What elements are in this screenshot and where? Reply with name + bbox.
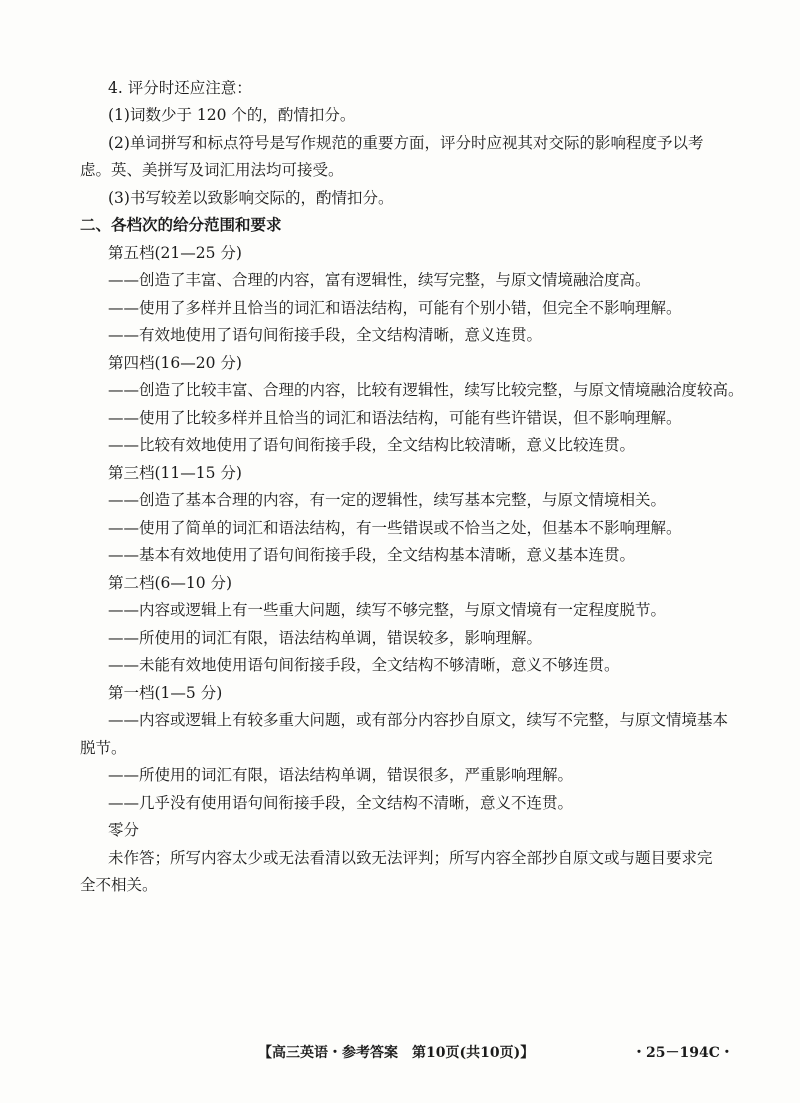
- level-0-title: 零分: [108, 821, 140, 839]
- level-4-criterion-3: ——比较有效地使用了语句间衔接手段，全文结构比较清晰，意义比较连贯。: [108, 436, 636, 454]
- level-5-criterion-3: ——有效地使用了语句间衔接手段，全文结构清晰，意义连贯。: [108, 326, 543, 344]
- level-4-criterion-2: ——使用了比较多样并且恰当的词汇和语法结构，可能有些许错误，但不影响理解。: [108, 409, 682, 427]
- notes-item-2-line-2: 虑。英、美拼写及词汇用法均可接受。: [80, 161, 344, 179]
- level-1-criterion-2: ——所使用的词汇有限，语法结构单调，错误很多，严重影响理解。: [108, 766, 574, 784]
- level-3-criterion-1: ——创造了基本合理的内容，有一定的逻辑性，续写基本完整，与原文情境相关。: [108, 491, 667, 509]
- level-2-criterion-1: ——内容或逻辑上有一些重大问题，续写不够完整，与原文情境有一定程度脱节。: [108, 601, 667, 619]
- level-1-criterion-1-line-2: 脱节。: [80, 739, 127, 757]
- level-1-criterion-3: ——几乎没有使用语句间衔接手段，全文结构不清晰，意义不连贯。: [108, 794, 574, 812]
- level-1-criterion-1-line-1: ——内容或逻辑上有较多重大问题，或有部分内容抄自原文，续写不完整，与原文情境基本: [108, 711, 729, 729]
- level-3-title: 第三档(11—15 分): [108, 464, 242, 482]
- level-5-criterion-2: ——使用了多样并且恰当的词汇和语法结构，可能有个别小错，但完全不影响理解。: [108, 299, 682, 317]
- level-3-criterion-2: ——使用了简单的词汇和语法结构，有一些错误或不恰当之处，但基本不影响理解。: [108, 519, 682, 537]
- level-4-criterion-1: ——创造了比较丰富、合理的内容，比较有逻辑性，续写比较完整，与原文情境融洽度较高。: [108, 381, 744, 399]
- page-footer-code: ・25－194C・: [632, 1045, 734, 1061]
- level-2-criterion-2: ——所使用的词汇有限，语法结构单调，错误较多，影响理解。: [108, 629, 543, 647]
- notes-item-2-line-1: (2)单词拼写和标点符号是写作规范的重要方面，评分时应视其对交际的影响程度予以考: [108, 134, 704, 152]
- level-5-title: 第五档(21—25 分): [108, 244, 242, 262]
- level-4-title: 第四档(16—20 分): [108, 354, 242, 372]
- page-footer-title: 【高三英语・参考答案 第10页(共10页)】: [258, 1045, 535, 1061]
- level-2-title: 第二档(6—10 分): [108, 574, 233, 592]
- level-5-criterion-1: ——创造了丰富、合理的内容，富有逻辑性，续写完整，与原文情境融洽度高。: [108, 271, 651, 289]
- level-1-title: 第一档(1—5 分): [108, 684, 223, 702]
- level-0-description-line-1: 未作答；所写内容太少或无法看清以致无法评判；所写内容全部抄自原文或与题目要求完: [108, 849, 713, 867]
- notes-item-1: (1)词数少于 120 个的，酌情扣分。: [108, 106, 356, 124]
- section-title: 二、各档次的给分范围和要求: [80, 215, 282, 234]
- notes-item-3: (3)书写较差以致影响交际的，酌情扣分。: [108, 189, 394, 207]
- notes-heading: 4. 评分时还应注意：: [108, 79, 252, 97]
- level-0-description-line-2: 全不相关。: [80, 876, 158, 894]
- level-3-criterion-3: ——基本有效地使用了语句间衔接手段，全文结构基本清晰，意义基本连贯。: [108, 546, 636, 564]
- level-2-criterion-3: ——未能有效地使用语句间衔接手段，全文结构不够清晰，意义不够连贯。: [108, 656, 620, 674]
